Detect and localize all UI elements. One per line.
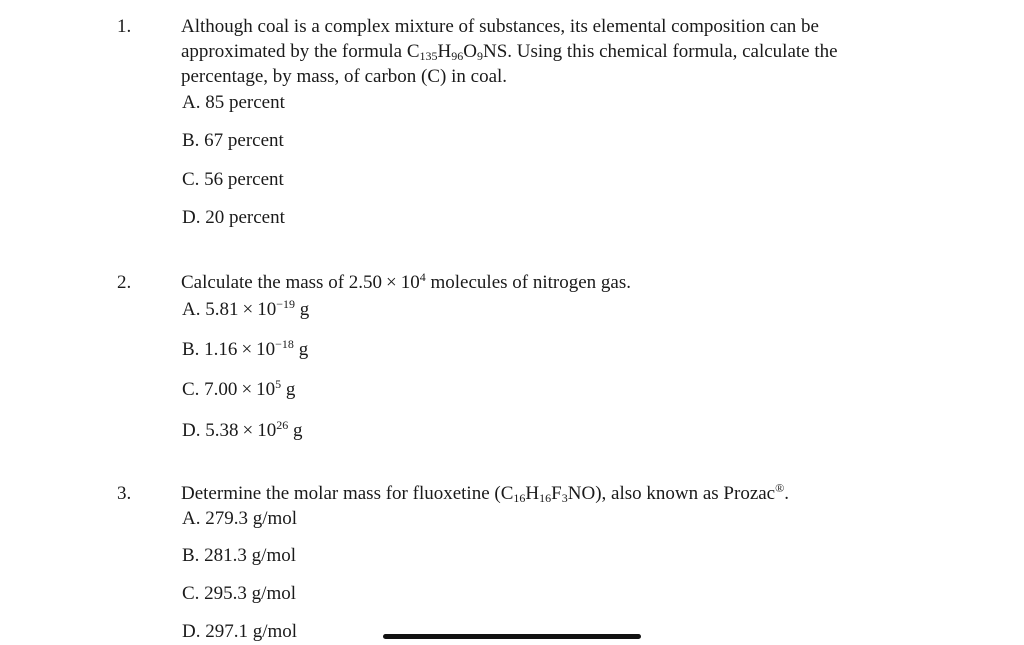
answer-option-3a[interactable]: A. 279.3 g/mol xyxy=(182,508,298,529)
question-text xyxy=(181,270,901,295)
subscript: 96 xyxy=(451,49,464,63)
answer-option-2b[interactable] xyxy=(182,337,308,362)
unit: g xyxy=(299,299,310,320)
text-segment: ), also known as Prozac xyxy=(595,483,776,504)
unit: g xyxy=(292,420,303,441)
unit: g xyxy=(285,379,296,400)
times-symbol: × xyxy=(386,272,397,293)
answer-option-1b[interactable]: B. 67 percent xyxy=(182,130,284,151)
question-number: 3. xyxy=(117,483,132,504)
home-indicator-bar[interactable] xyxy=(383,634,641,639)
superscript: −19 xyxy=(276,297,295,311)
times-symbol: × xyxy=(241,339,253,360)
option-value: B. 1.16 xyxy=(182,339,238,360)
answer-option-2a[interactable] xyxy=(182,297,309,322)
text-segment: . xyxy=(784,483,789,504)
question-line: percentage, by mass, of carbon (C) in coal. xyxy=(181,66,508,87)
text-segment: Determine the molar mass for fluoxetine ( xyxy=(181,483,501,504)
times-symbol: × xyxy=(241,379,253,400)
power-base: 10 xyxy=(256,339,276,360)
answer-option-3b[interactable]: B. 281.3 g/mol xyxy=(182,545,297,566)
text-segment: approximated by the formula xyxy=(181,41,407,62)
subscript: 16 xyxy=(513,491,526,505)
subscript: 3 xyxy=(561,491,568,505)
answer-option-1c[interactable]: C. 56 percent xyxy=(182,169,284,190)
registered-mark: ® xyxy=(775,481,785,495)
element-symbol: H xyxy=(525,483,540,504)
element-symbol: NO xyxy=(567,483,596,504)
question-number: 1. xyxy=(117,16,132,37)
power-base: 10 xyxy=(400,272,420,293)
chemical-formula xyxy=(501,483,595,504)
power-base: 10 xyxy=(257,299,277,320)
answer-option-1a[interactable]: A. 85 percent xyxy=(182,92,285,113)
question-number: 2. xyxy=(117,272,132,293)
question-text xyxy=(181,481,901,506)
question-text xyxy=(181,14,901,89)
subscript: 16 xyxy=(539,491,552,505)
answer-option-2c[interactable] xyxy=(182,377,295,402)
unit: g xyxy=(298,339,309,360)
superscript: 26 xyxy=(276,418,289,432)
element-symbol: C xyxy=(500,483,514,504)
times-symbol: × xyxy=(242,420,254,441)
answer-option-1d[interactable]: D. 20 percent xyxy=(182,207,285,228)
times-symbol: × xyxy=(242,299,254,320)
element-symbol: C xyxy=(406,41,420,62)
subscript: 9 xyxy=(476,49,483,63)
superscript: 5 xyxy=(275,377,282,391)
answer-option-2d[interactable] xyxy=(182,418,302,443)
question-line: Although coal is a complex mixture of substances, its elemental composition can be xyxy=(181,16,819,37)
power-base: 10 xyxy=(257,420,277,441)
element-symbol: F xyxy=(551,483,562,504)
option-value: A. 5.81 xyxy=(182,299,239,320)
chemical-formula xyxy=(407,41,507,62)
option-value: C. 7.00 xyxy=(182,379,238,400)
text-segment: molecules of nitrogen gas. xyxy=(425,272,632,293)
question-line xyxy=(181,39,901,64)
element-symbol: NS xyxy=(482,41,508,62)
text-segment: . Using this chemical formula, calculate the xyxy=(507,41,838,62)
text-segment: Calculate the mass of 2.50 xyxy=(181,272,383,293)
element-symbol: H xyxy=(437,41,452,62)
superscript: −18 xyxy=(275,337,294,351)
power-base: 10 xyxy=(256,379,276,400)
element-symbol: O xyxy=(463,41,477,62)
option-value: D. 5.38 xyxy=(182,420,239,441)
superscript: 4 xyxy=(419,270,426,284)
answer-option-3c[interactable]: C. 295.3 g/mol xyxy=(182,583,297,604)
subscript: 135 xyxy=(419,49,438,63)
answer-option-3d[interactable]: D. 297.1 g/mol xyxy=(182,621,298,642)
